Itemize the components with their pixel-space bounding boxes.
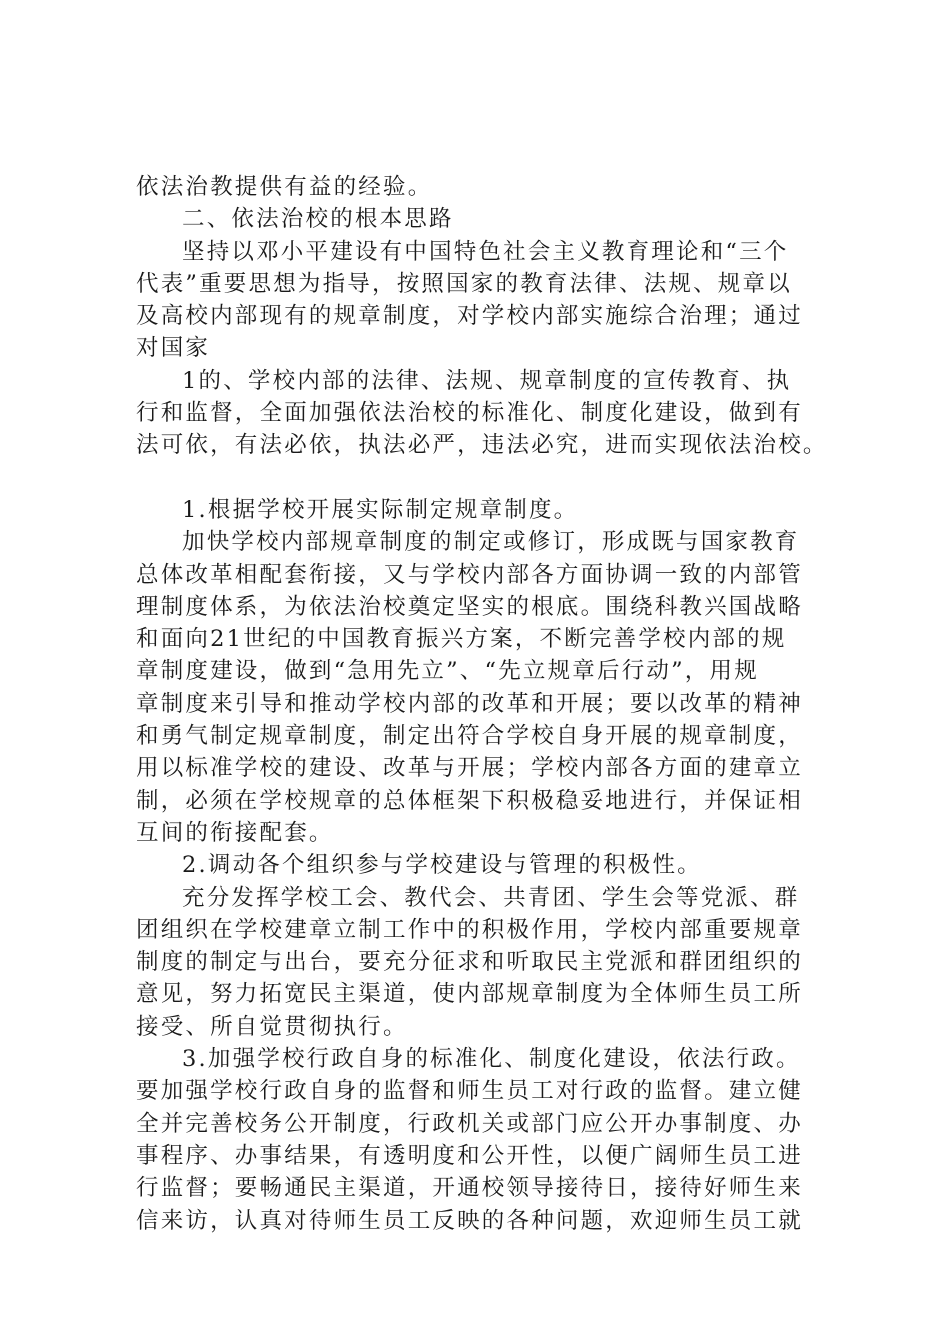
text-line: 章制度建设，做到“急用先立”、“先立规章后行动”，用规 (136, 658, 759, 685)
text-line: 团组织在学校建章立制工作中的积极作用，学校内部重要规章 (136, 916, 803, 943)
text-line: 意见，努力拓宽民主渠道，使内部规章制度为全体师生员工所 (136, 981, 803, 1008)
text-line: 坚持以邓小平建设有中国特色社会主义教育理论和“三个 (182, 238, 789, 265)
text-line: 全并完善校务公开制度，行政机关或部门应公开办事制度、办 (136, 1110, 803, 1137)
text-line: 充分发挥学校工会、教代会、共青团、学生会等党派、群 (182, 884, 800, 911)
text-line: 加快学校内部规章制度的制定或修订，形成既与国家教育 (182, 529, 800, 556)
text-line: 事程序、办事结果，有透明度和公开性，以便广阔师生员工进 (136, 1142, 803, 1169)
text-line: 和勇气制定规章制度，制定出符合学校自身开展的规章制度， (136, 723, 803, 750)
text-line: 信来访，认真对待师生员工反映的各种问题，欢迎师生员工就 (136, 1207, 803, 1234)
subsection-heading: 3.加强学校行政自身的标准化、制度化建设，依法行政。 (182, 1046, 801, 1073)
text-line: 代表”重要思想为指导，按照国家的教育法律、法规、规章以 (136, 270, 792, 297)
document-body (136, 171, 826, 1237)
text-line: 用以标准学校的建设、改革与开展；学校内部各方面的建章立 (136, 755, 803, 782)
subsection-heading: 1.根据学校开展实际制定规章制度。 (182, 496, 579, 523)
text-line: 行和监督，全面加强依法治校的标准化、制度化建设，做到有 (136, 400, 803, 427)
text-line: 理制度体系，为依法治校奠定坚实的根底。围绕科教兴国战略 (136, 593, 803, 620)
text-line: 接受、所自觉贯彻执行。 (136, 1013, 408, 1040)
text-line: 及高校内部现有的规章制度，对学校内部实施综合治理；通过 (136, 303, 803, 330)
text-line: 要加强学校行政自身的监督和师生员工对行政的监督。建立健 (136, 1078, 803, 1105)
text-line: 总体改革相配套衔接，又与学校内部各方面协调一致的内部管 (136, 561, 803, 588)
text-line: 章制度来引导和推动学校内部的改革和开展；要以改革的精神 (136, 690, 803, 717)
text-line: 法可依，有法必依，执法必严，违法必究，进而实现依法治校。 (136, 432, 828, 459)
text-line: 行监督；要畅通民主渠道，开通校领导接待日，接待好师生来 (136, 1175, 803, 1202)
text-line: 制度的制定与出台，要充分征求和听取民主党派和群团组织的 (136, 949, 803, 976)
text-line: 依法治教提供有益的经验。 (136, 174, 433, 200)
text-line: 1的、学校内部的法律、法规、规章制度的宣传教育、执 (182, 367, 792, 394)
paragraph-gap (136, 462, 826, 494)
section-heading: 二、依法治校的根本思路 (182, 206, 454, 233)
text-line: 制，必须在学校规章的总体框架下积极稳妥地进行，并保证相 (136, 787, 803, 814)
subsection-heading: 2.调动各个组织参与学校建设与管理的积极性。 (182, 852, 702, 879)
text-line: 互间的衔接配套。 (136, 819, 334, 846)
text-line: 对国家 (136, 335, 211, 362)
text-line: 和面向21世纪的中国教育振兴方案，不断完善学校内部的规 (136, 626, 787, 653)
